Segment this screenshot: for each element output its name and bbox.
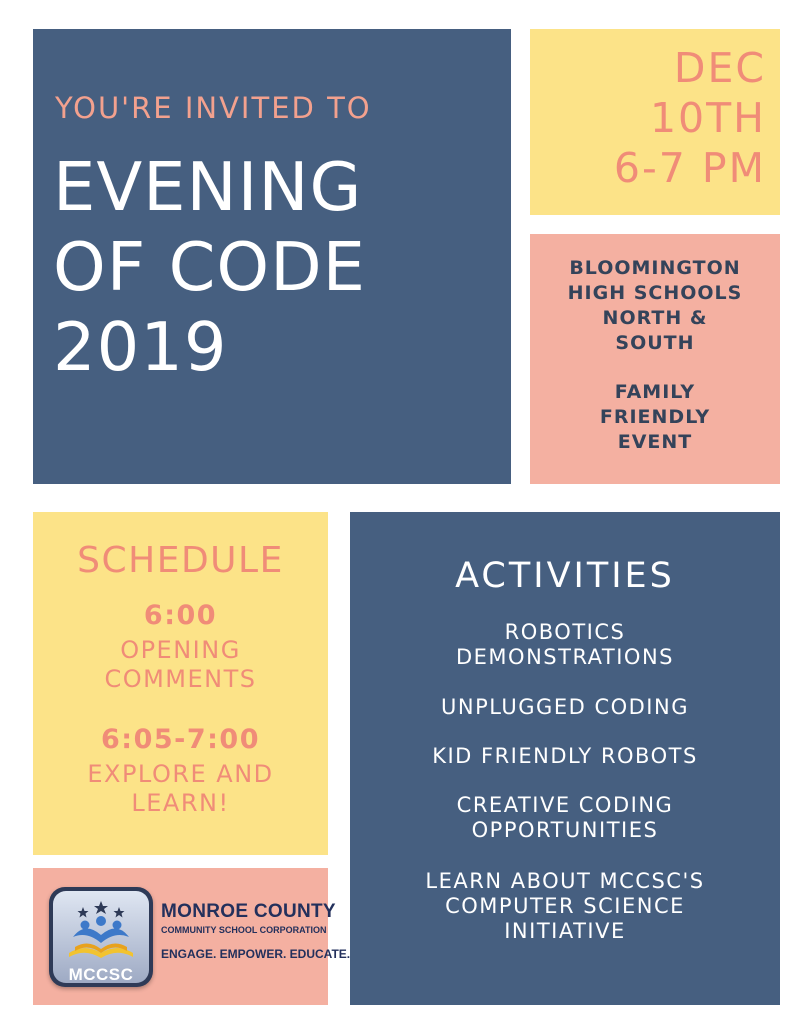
activities-heading: ACTIVITIES [455,556,675,596]
activities-panel [350,512,780,1005]
activity-line: OPPORTUNITIES [471,818,659,842]
location-line: BLOOMINGTON [569,257,741,279]
schedule-heading: SCHEDULE [77,540,284,581]
activity-item [350,695,780,720]
organization-info [161,901,350,961]
schedule-time: 6:00 [143,600,218,631]
schedule-description-line: OPENING [120,636,241,664]
activity-item [350,620,780,670]
activity-item [350,793,780,843]
schedule-description [33,636,328,694]
date-month: DEC [673,44,766,92]
event-date [614,43,766,193]
location-line: NORTH & [602,307,708,329]
date-panel [530,29,780,215]
logo-panel [33,868,351,1005]
location-panel [530,234,780,484]
family-friendly-note [530,380,780,455]
event-title-line-3: 2019 [53,308,228,386]
family-line: EVENT [617,431,693,453]
date-time: 6-7 PM [613,144,766,192]
activity-line: DEMONSTRATIONS [455,645,675,669]
activity-line: UNPLUGGED CODING [441,695,689,719]
family-line: FRIENDLY [599,406,711,428]
date-day: 10TH [649,94,766,142]
event-title-line-1: EVENING [53,148,363,226]
event-title [53,147,503,387]
activity-item [350,869,780,944]
activity-line: ROBOTICS [504,620,626,644]
schedule-time: 6:05-7:00 [100,724,261,755]
activity-line: LEARN ABOUT MCCSC'S [425,869,705,893]
activity-line: CREATIVE CODING [456,793,674,817]
event-location [530,256,780,356]
event-title-line-2: OF CODE [53,228,367,306]
family-line: FAMILY [614,381,696,403]
location-line: HIGH SCHOOLS [567,282,743,304]
schedule-panel [33,512,328,855]
activity-line: COMPUTER SCIENCE [445,894,685,918]
title-panel [33,29,511,484]
schedule-description-line: LEARN! [131,789,230,817]
invitation-line: YOU'RE INVITED TO [55,91,372,125]
activity-line: INITIATIVE [504,919,626,943]
mccsc-logo-icon [49,887,153,987]
logo-badge-label: MCCSC [68,965,134,984]
schedule-description [33,760,328,818]
schedule-description-line: EXPLORE AND [87,760,274,788]
organization-subtitle: COMMUNITY SCHOOL CORPORATION [161,925,327,935]
organization-tagline: ENGAGE. EMPOWER. EDUCATE. [161,947,351,961]
activity-item [350,744,780,769]
schedule-description-line: COMMENTS [104,665,257,693]
organization-name: MONROE COUNTY [161,901,336,922]
activity-line: KID FRIENDLY ROBOTS [432,744,698,768]
location-line: SOUTH [615,332,695,354]
